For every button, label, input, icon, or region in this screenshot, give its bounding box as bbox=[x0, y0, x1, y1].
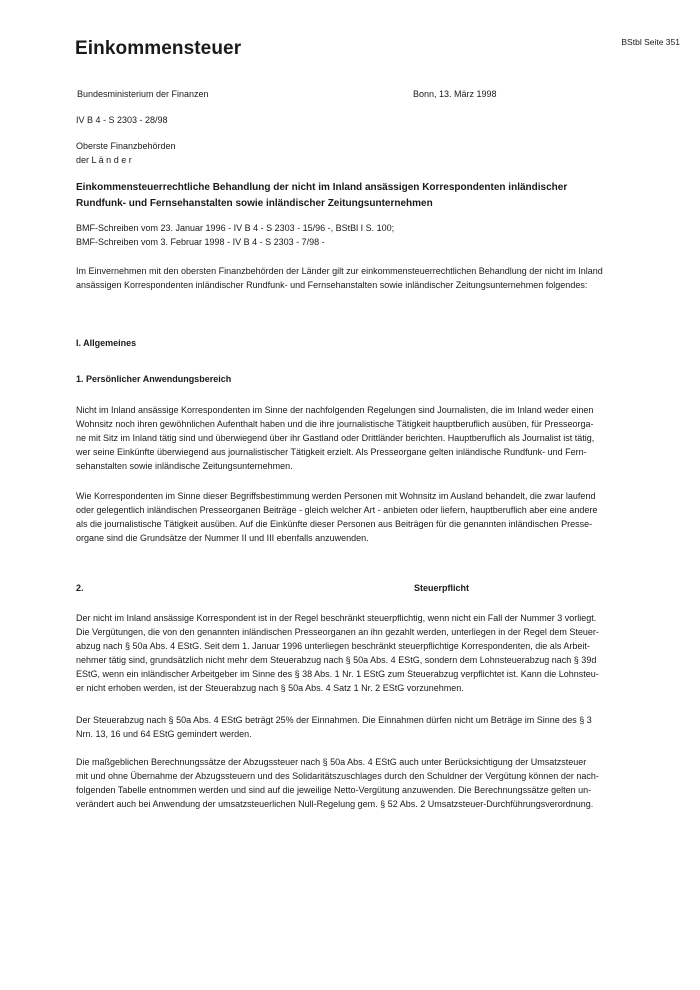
text-line: Wohnsitz noch ihren gewöhnlichen Aufenthalt haben und die ihre journalistische Tätigkeit hauptberuflich ausüben, für Presseorga- bbox=[76, 419, 594, 429]
addressee bbox=[76, 139, 176, 167]
text-line: sehanstalten sowie inländische Zeitungsunternehmen. bbox=[76, 461, 293, 471]
text-line: folgenden Tabelle entnommen werden und sind auf die jeweilige Netto-Vergütung anzuwenden. Die Berechnungssätze gelten un- bbox=[76, 785, 592, 795]
text-line: Der Steuerabzug nach § 50a Abs. 4 EStG beträgt 25% der Einnahmen. Die Einnahmen dürfen nicht um Beträge im Sinne des § 3 bbox=[76, 715, 592, 725]
paragraph bbox=[76, 611, 636, 695]
paragraph bbox=[76, 713, 636, 741]
text-line: nehmer tätig sind, grundsätzlich nicht mehr dem Steuerabzug nach § 50a Abs. 4 EStG, sondern dem Lohnsteuerabzug nach § 39d bbox=[76, 655, 597, 665]
text-line: oder gelegentlich inländischen Presseorganen Beiträge - gleich welcher Art - anbieten oder liefern, hauptberuflich aber eine andere bbox=[76, 505, 598, 515]
addressee-line: der L ä n d e r bbox=[76, 155, 132, 165]
addressee-line: Oberste Finanzbehörden bbox=[76, 141, 176, 151]
text-line: er nicht erhoben werden, ist der Steuerabzug nach § 50a Abs. 4 Satz 1 Nr. 2 EStG vorzunehmen. bbox=[76, 683, 464, 693]
reference-letter: BMF-Schreiben vom 23. Januar 1996 - IV B 4 - S 2303 - 15/96 -, BStBl I S. 100; bbox=[76, 223, 395, 233]
ministry-name: Bundesministerium der Finanzen bbox=[77, 89, 209, 99]
text-line: Nicht im Inland ansässige Korrespondenten im Sinne der nachfolgenden Regelungen sind Journalisten, die im Inland weder einen bbox=[76, 405, 594, 415]
text-line: Wie Korrespondenten im Sinne dieser Begriffsbestimmung werden Personen mit Wohnsitz im Ausland behandelt, die zwar laufend bbox=[76, 491, 596, 501]
subject-line: Einkommensteuerrechtliche Behandlung der nicht im Inland ansässigen Korrespondenten inländischer bbox=[76, 182, 568, 193]
document-title: Einkommensteuer bbox=[75, 38, 242, 59]
paragraph bbox=[76, 403, 636, 473]
text-line: verändert auch bei Anwendung der umsatzsteuerlichen Null-Regelung gem. § 52 Abs. 2 Umsatzsteuer-Durchführungsverordnung. bbox=[76, 799, 594, 809]
text-line: Der nicht im Inland ansässige Korrespondent ist in der Regel beschränkt steuerpflichtig, wenn nicht ein Fall der Nummer 3 vorliegt. bbox=[76, 613, 597, 623]
section-heading: I. Allgemeines bbox=[76, 338, 137, 348]
subsection-number: 2. bbox=[76, 583, 84, 593]
text-line: Nrn. 13, 16 und 64 EStG gemindert werden. bbox=[76, 729, 252, 739]
text-line: EStG, wenn ein inländischer Arbeitgeber im Sinne des § 38 Abs. 1 Nr. 1 EStG zum Steuerabzug verpflichtet ist. Kann die Lohnsteu- bbox=[76, 669, 599, 679]
subsection-heading: 1. Persönlicher Anwendungsbereich bbox=[76, 374, 232, 384]
text-line: als die journalistische Tätigkeit ausüben. Auf die Einkünfte dieser Personen aus Beiträgen für die genannten inländischen Presse- bbox=[76, 519, 593, 529]
page-label: BStbl Seite 351 bbox=[621, 37, 680, 47]
text-line: mit und ohne Übernahme der Abzugssteuern und des Solidaritätszuschlages durch den Schuldner der Vergütung können der nach- bbox=[76, 771, 599, 781]
reference-number: IV B 4 - S 2303 - 28/98 bbox=[76, 115, 168, 125]
subject-heading bbox=[76, 180, 636, 211]
subsection-title: Steuerpflicht bbox=[414, 583, 470, 593]
text-line: Die Vergütungen, die von den genannten inländischen Presseorganen an ihn gezahlt werden, unterliegen in der Regel dem Steuer- bbox=[76, 627, 599, 637]
text-line: ne mit Sitz im Inland tätig sind und überwiegend über ihr Gastland oder Drittländer berichten. Hauptberuflich als Journalist ist tätig, bbox=[76, 433, 595, 443]
reference-letters bbox=[76, 221, 394, 249]
text-line: wer seine Einkünfte überwiegend aus journalistischer Tätigkeit erzielt. Als Presseorgane gelten inländische Rundfunk- und Fern- bbox=[76, 447, 587, 457]
paragraph bbox=[76, 489, 636, 545]
date-line: Bonn, 13. März 1998 bbox=[413, 89, 497, 99]
paragraph bbox=[76, 755, 636, 811]
text-line: Die maßgeblichen Berechnungssätze der Abzugssteuer nach § 50a Abs. 4 EStG auch unter Berücksichtigung der Umsatzsteuer bbox=[76, 757, 587, 767]
text-line: ansässigen Korrespondenten inländischer Rundfunk- und Fernsehanstalten sowie inländischer Zeitungsunternehmen folgendes: bbox=[76, 280, 588, 290]
subject-line: Rundfunk- und Fernsehanstalten sowie inländischer Zeitungsunternehmen bbox=[76, 197, 433, 209]
intro-paragraph bbox=[76, 264, 636, 292]
reference-letter: BMF-Schreiben vom 3. Februar 1998 - IV B 4 - S 2303 - 7/98 - bbox=[76, 237, 325, 247]
text-line: organe sind die Grundsätze der Nummer II und III ebenfalls anzuwenden. bbox=[76, 533, 369, 543]
text-line: Im Einvernehmen mit den obersten Finanzbehörden der Länder gilt zur einkommensteuerrechtlichen Behandlung der nicht im Inland bbox=[76, 266, 603, 276]
text-line: abzug nach § 50a Abs. 4 EStG. Seit dem 1. Januar 1996 unterliegen beschränkt steuerpflichtige Korrespondenten, die als Arbeit- bbox=[76, 641, 590, 651]
